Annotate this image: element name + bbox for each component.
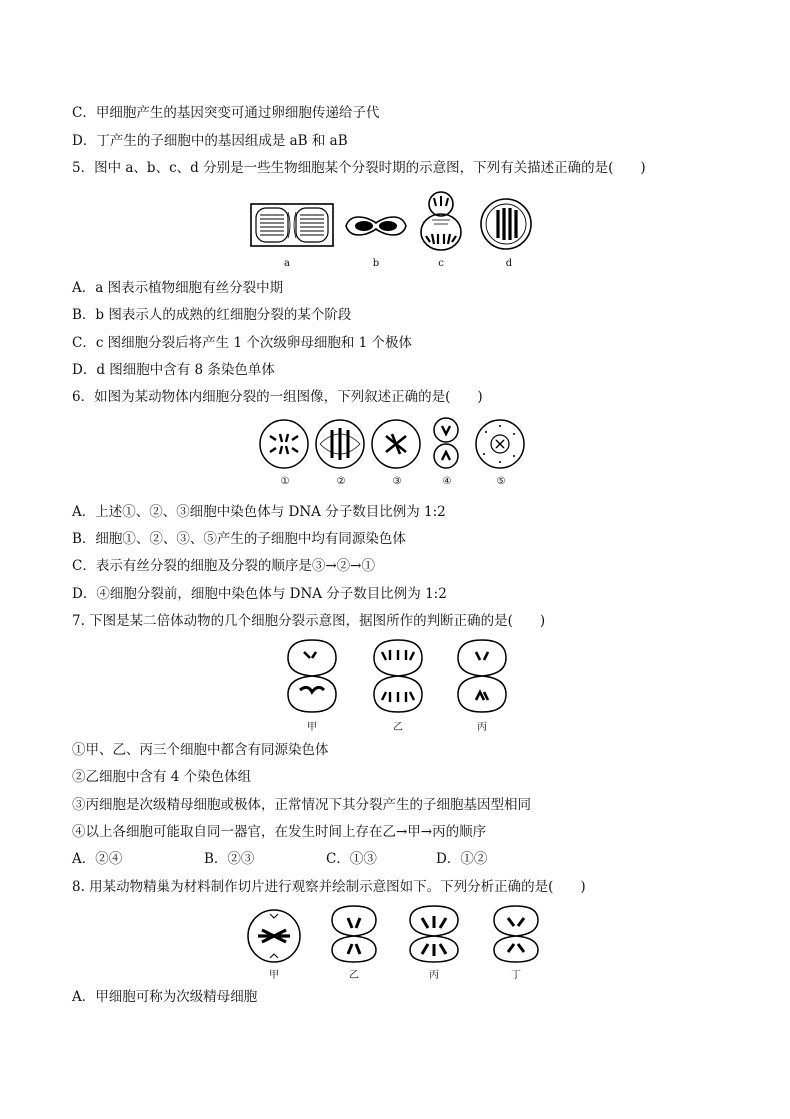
q7-option-d: D．①②: [436, 851, 488, 867]
q8-option-a: A．甲细胞可称为次级精母细胞: [72, 989, 258, 1005]
q7-option-c: C．①③: [326, 851, 377, 867]
q6-option-d: D．④细胞分裂前，细胞中染色体与 DNA 分子数目比例为 1:2: [72, 586, 447, 602]
q6-stem: 6．如图为某动物体内细胞分裂的一组图像，下列叙述正确的是( ): [72, 389, 483, 405]
q6-label-2: ②: [336, 476, 346, 487]
q5-option-c: C．c 图细胞分裂后将产生 1 个次级卵母细胞和 1 个极体: [72, 335, 413, 351]
q7-option-b: B．②③: [204, 851, 255, 867]
q5-option-b: B．b 图表示人的成熟的红细胞分裂的某个阶段: [72, 307, 352, 323]
q7-option-a: A．②④: [72, 851, 123, 867]
q8-label-yi: 乙: [349, 970, 359, 981]
q5-label-a: a: [284, 258, 290, 269]
q5-label-b: b: [372, 258, 380, 269]
q8-label-bing: 丙: [429, 970, 439, 981]
q4-option-c: C．甲细胞产生的基因突变可通过卵细胞传递给子代: [72, 105, 380, 121]
q7-label-bing: 丙: [477, 722, 487, 733]
q7-label-jia: 甲: [307, 722, 317, 733]
q7-statement-3: ③丙细胞是次级精母细胞或极体，正常情况下其分裂产生的子细胞基因型相同: [72, 797, 531, 813]
q5-label-c: c: [438, 258, 444, 269]
q5-label-d: d: [505, 258, 513, 269]
q6-option-a: A．上述①、②、③细胞中染色体与 DNA 分子数目比例为 1:2: [72, 504, 446, 520]
q5-figure: [246, 190, 556, 252]
q8-figure: [244, 904, 544, 964]
q8-label-jia: 甲: [269, 970, 279, 981]
q6-figure: [256, 414, 536, 470]
q4-option-d: D．丁产生的子细胞中的基因组成是 aB 和 aB: [72, 133, 348, 149]
q6-label-1: ①: [280, 476, 290, 487]
q7-statement-1: ①甲、乙、丙三个细胞中都含有同源染色体: [72, 742, 329, 758]
q7-stem: 7. 下图是某二倍体动物的几个细胞分裂示意图，据图所作的判断正确的是( ): [72, 613, 546, 629]
q7-figure: [282, 638, 522, 714]
q6-label-4: ④: [442, 476, 452, 487]
q5-stem: 5．图中 a、b、c、d 分别是一些生物细胞某个分裂时期的示意图，下列有关描述正确的是( ): [72, 160, 646, 176]
q5-option-a: A．a 图表示植物细胞有丝分裂中期: [72, 280, 284, 296]
q7-statement-2: ②乙细胞中含有 4 个染色体组: [72, 769, 252, 785]
q5-option-d: D．d 图细胞中含有 8 条染色单体: [72, 362, 275, 378]
q6-label-5: ⑤: [496, 476, 506, 487]
q6-option-c: C．表示有丝分裂的细胞及分裂的顺序是③→②→①: [72, 558, 375, 574]
q7-label-yi: 乙: [393, 722, 403, 733]
q6-label-3: ③: [392, 476, 402, 487]
q8-stem: 8. 用某动物精巢为材料制作切片进行观察并绘制示意图如下。下列分析正确的是( ): [72, 879, 586, 895]
q8-label-ding: 丁: [511, 970, 521, 981]
q7-statement-4: ④以上各细胞可能取自同一器官，在发生时间上存在乙→甲→丙的顺序: [72, 824, 487, 840]
q6-option-b: B．细胞①、②、③、⑤产生的子细胞中均有同源染色体: [72, 531, 406, 547]
